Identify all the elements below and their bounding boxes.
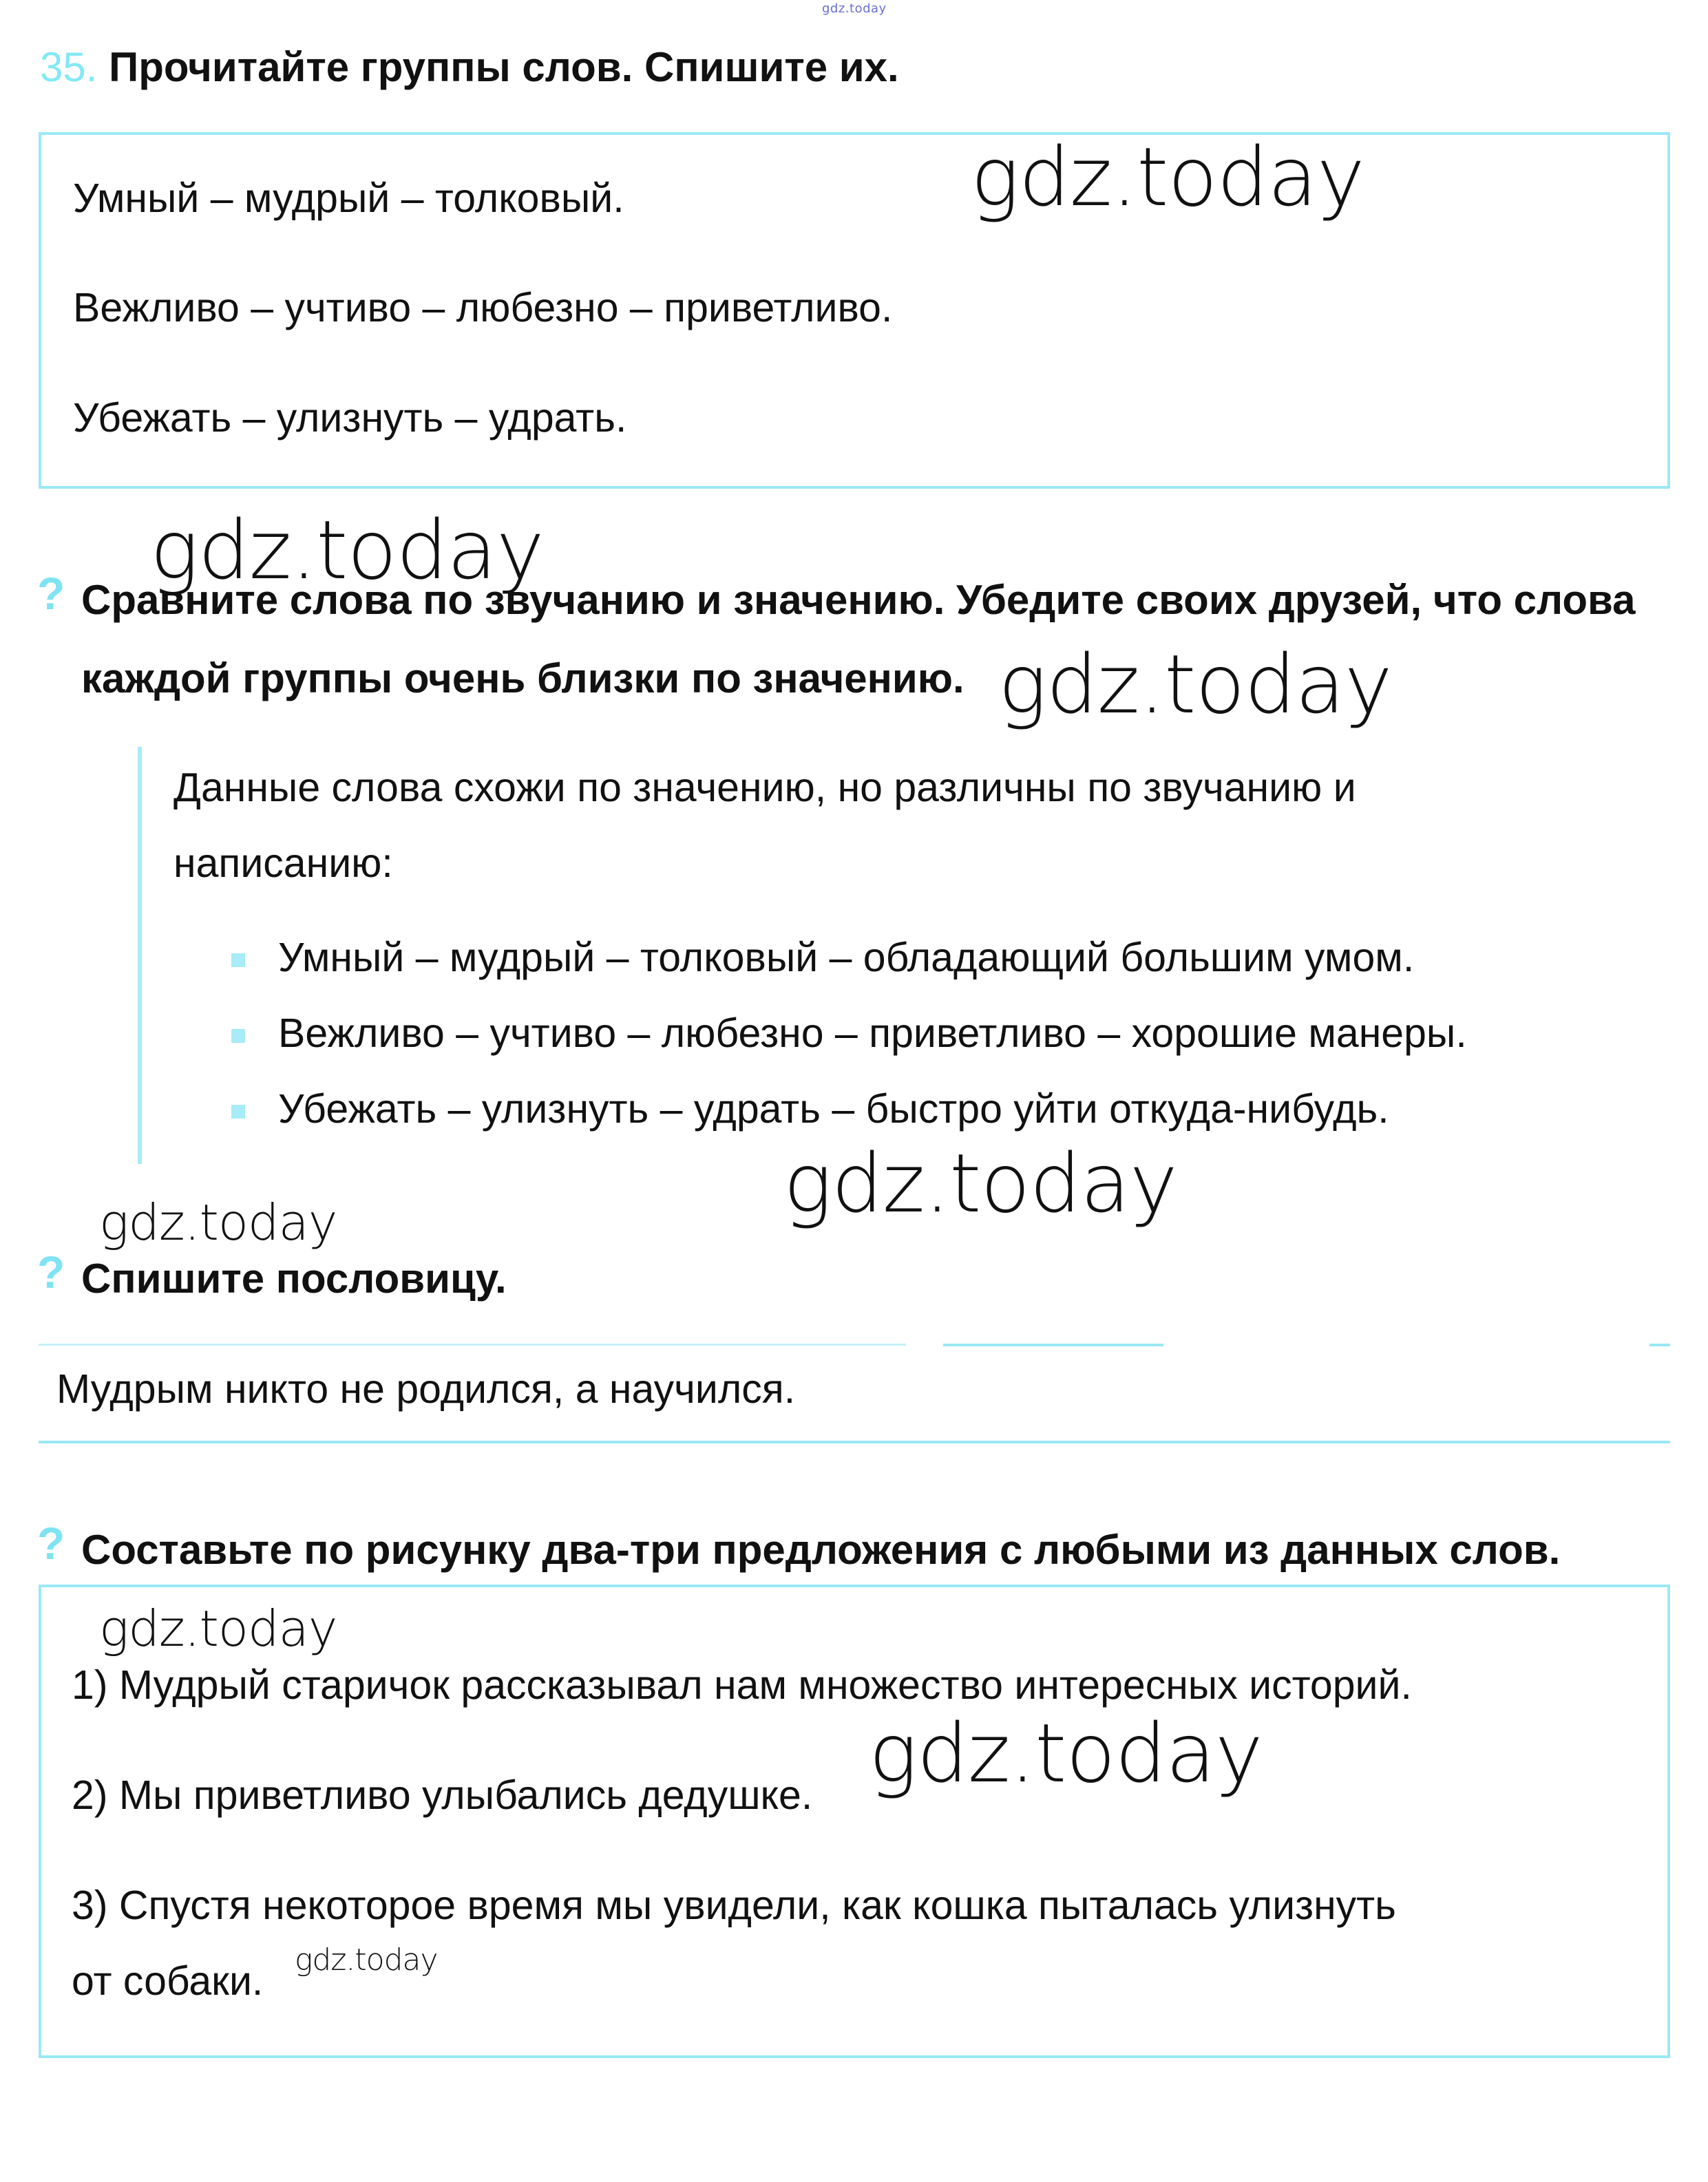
question-3-text: Составьте по рисунку два-три предложения с любыми из данных слов.	[81, 1527, 1561, 1573]
divider	[1649, 1344, 1670, 1346]
divider	[39, 1441, 1670, 1443]
sentence-2: 2) Мы приветливо улыбались дедушке.	[72, 1772, 813, 1818]
question-mark-icon: ?	[37, 1518, 65, 1569]
task-line-2: Вежливо – учтиво – любезно – приветливо.	[73, 285, 893, 330]
watermark-text: gdz.today	[971, 129, 1364, 224]
divider-faint	[39, 1344, 906, 1346]
bullet-icon	[231, 1029, 245, 1043]
task-heading	[40, 43, 899, 92]
answer-intro-line-2: написанию:	[173, 840, 393, 886]
watermark-text: gdz.today	[295, 1942, 438, 1978]
answer-side-bar	[138, 747, 142, 1164]
bullet-item-1: Умный – мудрый – толковый – обладающий большим умом.	[278, 935, 1415, 980]
question-1-line-1: Сравните слова по звучанию и значению. Убедите своих друзей, что слова	[81, 577, 1636, 623]
task-line-3: Убежать – улизнуть – удрать.	[73, 395, 627, 441]
divider	[943, 1344, 1163, 1346]
question-mark-icon: ?	[37, 1247, 65, 1297]
watermark-text: gdz.today	[783, 1136, 1177, 1231]
bullet-item-2: Вежливо – учтиво – любезно – приветливо – хорошие манеры.	[278, 1010, 1467, 1056]
watermark-text: gdz.today	[150, 502, 544, 597]
question-1-line-2: каждой группы очень близки по значению.	[81, 655, 964, 701]
sentence-3-line-1: 3) Спустя некоторое время мы увидели, как кошка пыталась улизнуть	[72, 1883, 1396, 1928]
task-number: 35.	[40, 44, 98, 90]
sentence-1: 1) Мудрый старичок рассказывал нам множество интересных историй.	[72, 1662, 1412, 1708]
proverb-answer: Мудрым никто не родился, а научился.	[56, 1366, 796, 1412]
bullet-icon	[231, 1105, 245, 1119]
watermark-text: gdz.today	[869, 1706, 1263, 1801]
bullet-item-3: Убежать – улизнуть – удрать – быстро уйти откуда-нибудь.	[278, 1086, 1389, 1132]
answer-intro-line-1: Данные слова схожи по значению, но различны по звучанию и	[173, 765, 1356, 810]
sentence-3-line-2: от собаки.	[72, 1958, 264, 2004]
watermark-text: gdz.today	[99, 1194, 337, 1251]
top-watermark: gdz.today	[822, 1, 887, 16]
question-2-text: Спишите пословицу.	[81, 1256, 507, 1302]
question-mark-icon: ?	[37, 568, 65, 619]
task-line-1: Умный – мудрый – толковый.	[73, 176, 624, 221]
watermark-text: gdz.today	[99, 1600, 337, 1657]
watermark-text: gdz.today	[998, 637, 1392, 732]
task-instruction: Прочитайте группы слов. Спишите их.	[109, 44, 899, 90]
bullet-icon	[231, 953, 245, 967]
